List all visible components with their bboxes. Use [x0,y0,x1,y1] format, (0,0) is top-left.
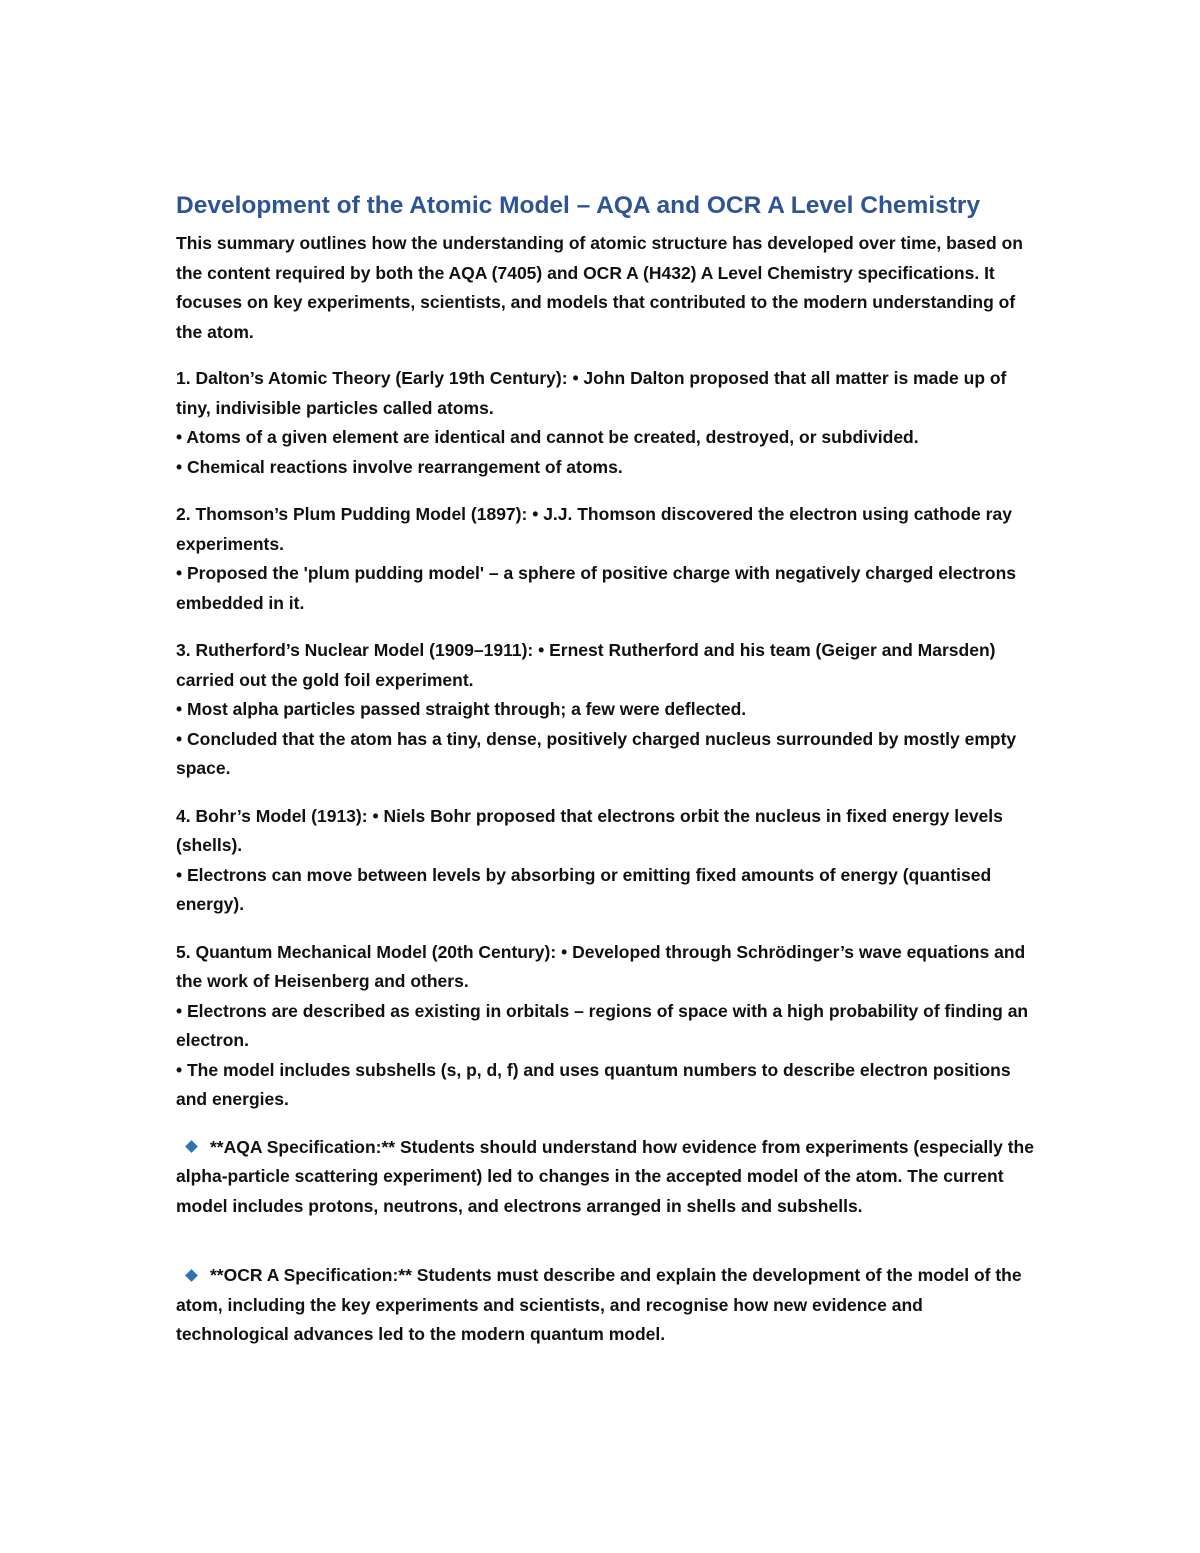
section-point: • Concluded that the atom has a tiny, dense, positively charged nucleus surrounded by mostly empty space. [176,728,1017,778]
section-rutherford [176,636,1036,784]
section-quantum [176,938,1036,1115]
section-point: • J.J. Thomson discovered the electron using cathode ray experiments. [176,504,1012,554]
section-point: • Electrons can move between levels by absorbing or emitting fixed amounts of energy (quantised energy). [176,864,992,914]
section-point: • Proposed the 'plum pudding model' – a sphere of positive charge with negatively charged electrons embedded in it. [176,563,1017,613]
section-point: • Developed through Schrödinger’s wave equations and the work of Heisenberg and others. [176,941,1026,991]
document-page [176,190,1036,1350]
section-paragraph [176,364,1036,482]
section-point: • Niels Bohr proposed that electrons orbit the nucleus in fixed energy levels (shells). [176,805,1003,855]
spacer [176,1221,1036,1249]
section-heading: 2. Thomson’s Plum Pudding Model (1897): [176,504,528,524]
diamond-bullet-icon [185,1141,198,1154]
section-point: • Electrons are described as existing in orbitals – regions of space with a high probability of finding an electron. [176,1000,1029,1050]
section-point: • Most alpha particles passed straight through; a few were deflected. [176,699,747,719]
section-point: • Chemical reactions involve rearrangement of atoms. [176,456,623,477]
spec-text: **OCR A Specification:** Students must describe and explain the development of the model of the atom, including the key experiments and scientists, and recognise how new evidence and technological advances led to the modern quantum model. [176,1265,1022,1344]
spec-text: **AQA Specification:** Students should understand how evidence from experiments (especially the alpha-particle scattering experiment) led to changes in the accepted model of the atom. The current model includes protons, neutrons, and electrons arranged in shells and subshells. [176,1136,1034,1216]
section-point: • Atoms of a given element are identical and cannot be created, destroyed, or subdivided. [176,427,919,447]
ocr-specification-note [176,1261,1036,1350]
document-title: Development of the Atomic Model – AQA and OCR A Level Chemistry [176,192,981,219]
section-dalton [176,364,1036,482]
diamond-bullet-icon [185,1269,198,1282]
section-thomson [176,500,1036,618]
section-bohr [176,802,1036,920]
section-paragraph [176,636,1036,784]
section-point: • Ernest Rutherford and his team (Geiger and Marsden) carried out the gold foil experiment. [176,640,996,690]
section-heading: 3. Rutherford’s Nuclear Model (1909–1911): [176,640,534,660]
aqa-specification-note [176,1133,1036,1222]
section-paragraph [176,802,1036,920]
section-point: • John Dalton proposed that all matter is made up of tiny, indivisible particles called atoms. [176,368,1007,418]
section-paragraph [176,938,1036,1115]
section-heading: 1. Dalton’s Atomic Theory (Early 19th Century): [176,368,568,388]
section-paragraph [176,500,1036,618]
section-point: • The model includes subshells (s, p, d, f) and uses quantum numbers to describe electron positions and energies. [176,1059,1011,1109]
section-heading: 4. Bohr’s Model (1913): [176,805,368,826]
intro-paragraph: This summary outlines how the understanding of atomic structure has developed over time, based on the content required by both the AQA (7405) and OCR A (H432) A Level Chemistry specifications. It focuses on key experiments, scientists, and models that contributed to the modern understanding of the atom. [176,233,1023,342]
section-heading: 5. Quantum Mechanical Model (20th Century): [176,941,557,962]
